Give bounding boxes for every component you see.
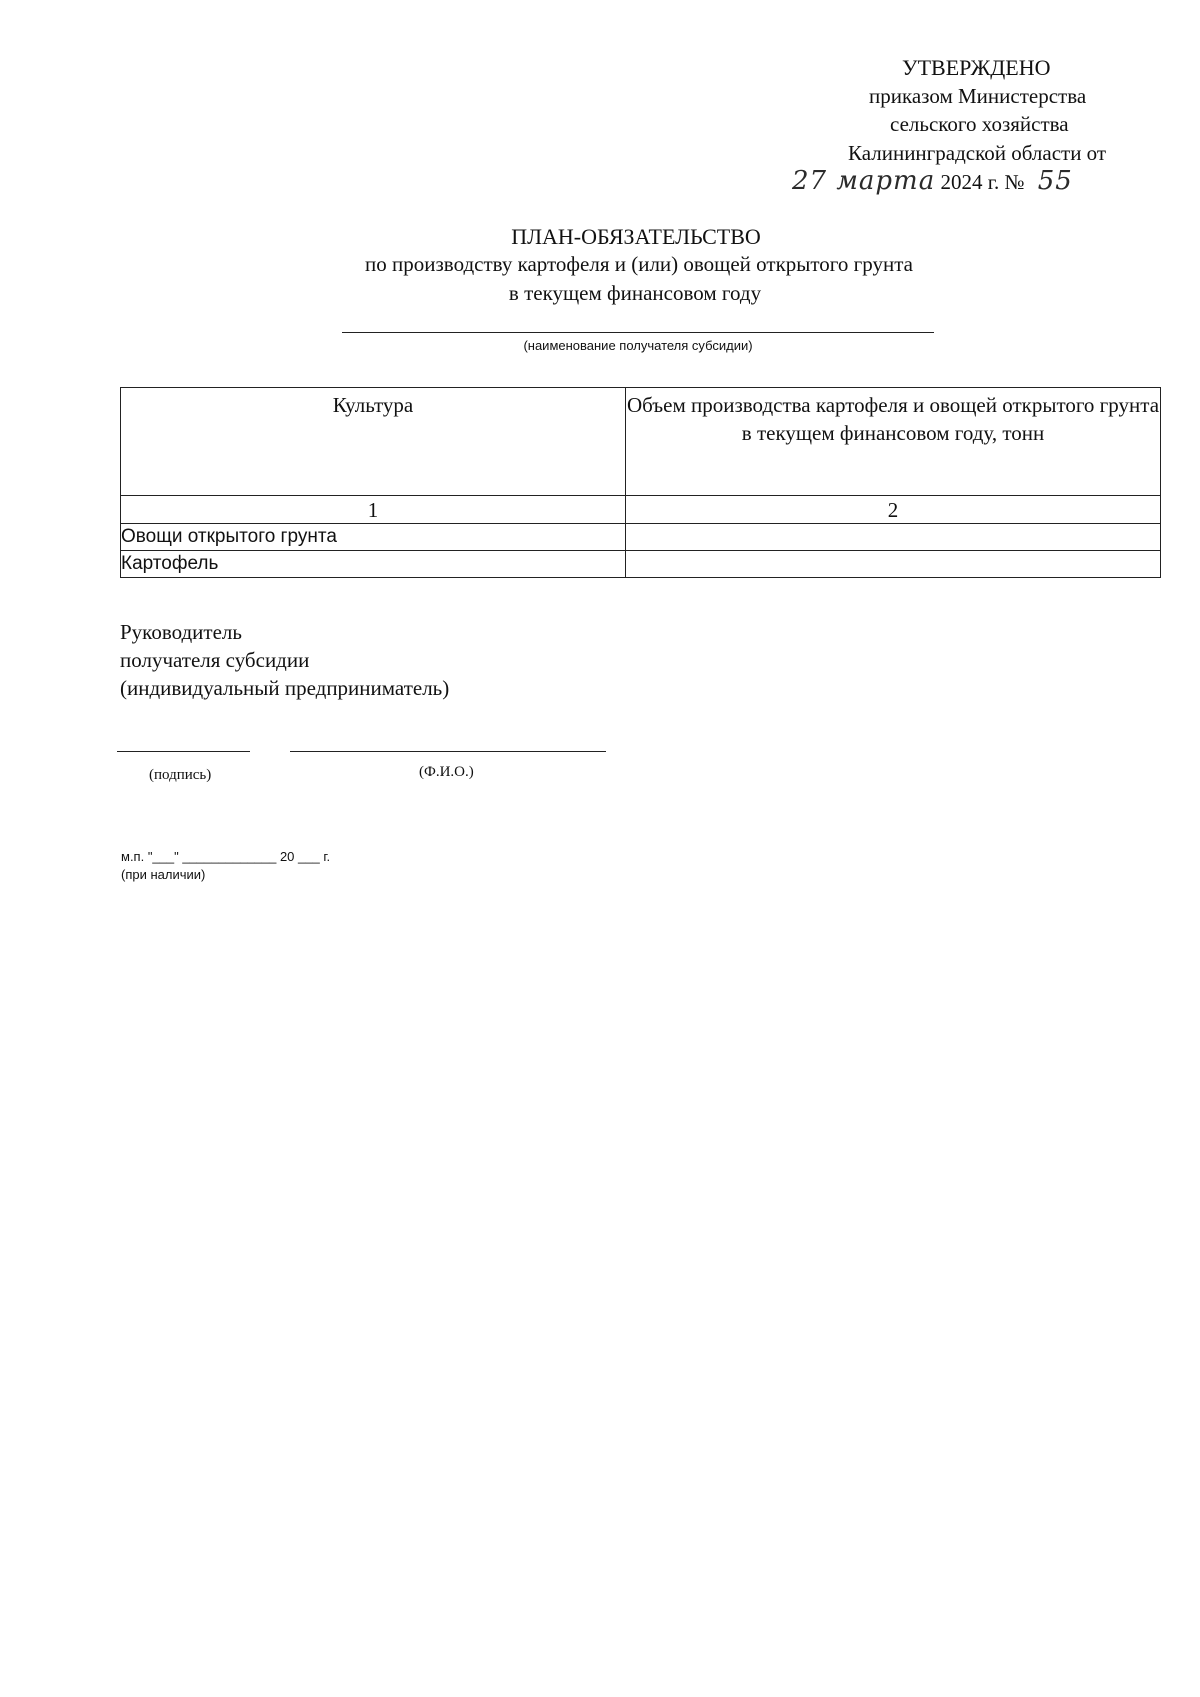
approval-line-3: Калининградской области от — [848, 141, 1107, 165]
header-volume: Объем производства картофеля и овощей открытого грунта в текущем финансовом году, тонн — [626, 388, 1161, 496]
document-subtitle-2: в текущем финансовом году — [508, 281, 762, 305]
header-culture: Культура — [121, 388, 626, 496]
stamp-note: (при наличии) — [121, 867, 206, 882]
approval-line-2: сельского хозяйства — [890, 112, 1069, 136]
column-number: 1 — [121, 496, 626, 524]
handwritten-date: 27 марта — [792, 166, 936, 196]
row-volume-cell[interactable] — [626, 551, 1161, 578]
table-column-numbers — [121, 496, 1161, 524]
approval-year: 2024 г. № — [940, 170, 1025, 194]
row-culture-cell: Овощи открытого грунта — [121, 524, 626, 551]
table-row — [121, 524, 1161, 551]
recipient-name-line — [342, 332, 934, 333]
signatory-role-line-1: Руководитель — [120, 620, 242, 644]
approval-date-line — [792, 166, 1073, 196]
document-title: ПЛАН-ОБЯЗАТЕЛЬСТВО — [511, 224, 761, 249]
plan-table — [120, 387, 1161, 578]
row-volume-cell[interactable] — [626, 524, 1161, 551]
handwritten-number: 55 — [1037, 166, 1073, 196]
approval-line-1: приказом Министерства — [869, 84, 1087, 108]
document-subtitle-1: по производству картофеля и (или) овощей открытого грунта — [365, 252, 913, 276]
stamp-date-line: м.п. "___" _____________ 20 ___ г. — [121, 849, 331, 864]
signatory-role-line-2: получателя субсидии — [120, 648, 310, 672]
full-name-caption: (Ф.И.О.) — [419, 764, 474, 780]
full-name-line — [290, 751, 606, 752]
column-number: 2 — [626, 496, 1161, 524]
row-culture-cell: Картофель — [121, 551, 626, 578]
recipient-caption: (наименование получателя субсидии) — [523, 338, 753, 353]
signature-line — [117, 751, 250, 752]
signatory-role — [120, 618, 449, 702]
approval-heading: УТВЕРЖДЕНО — [902, 55, 1051, 80]
table-header-row — [121, 388, 1161, 496]
table-row — [121, 551, 1161, 578]
signatory-role-line-3: (индивидуальный предприниматель) — [120, 676, 450, 700]
signature-caption: (подпись) — [149, 767, 212, 783]
